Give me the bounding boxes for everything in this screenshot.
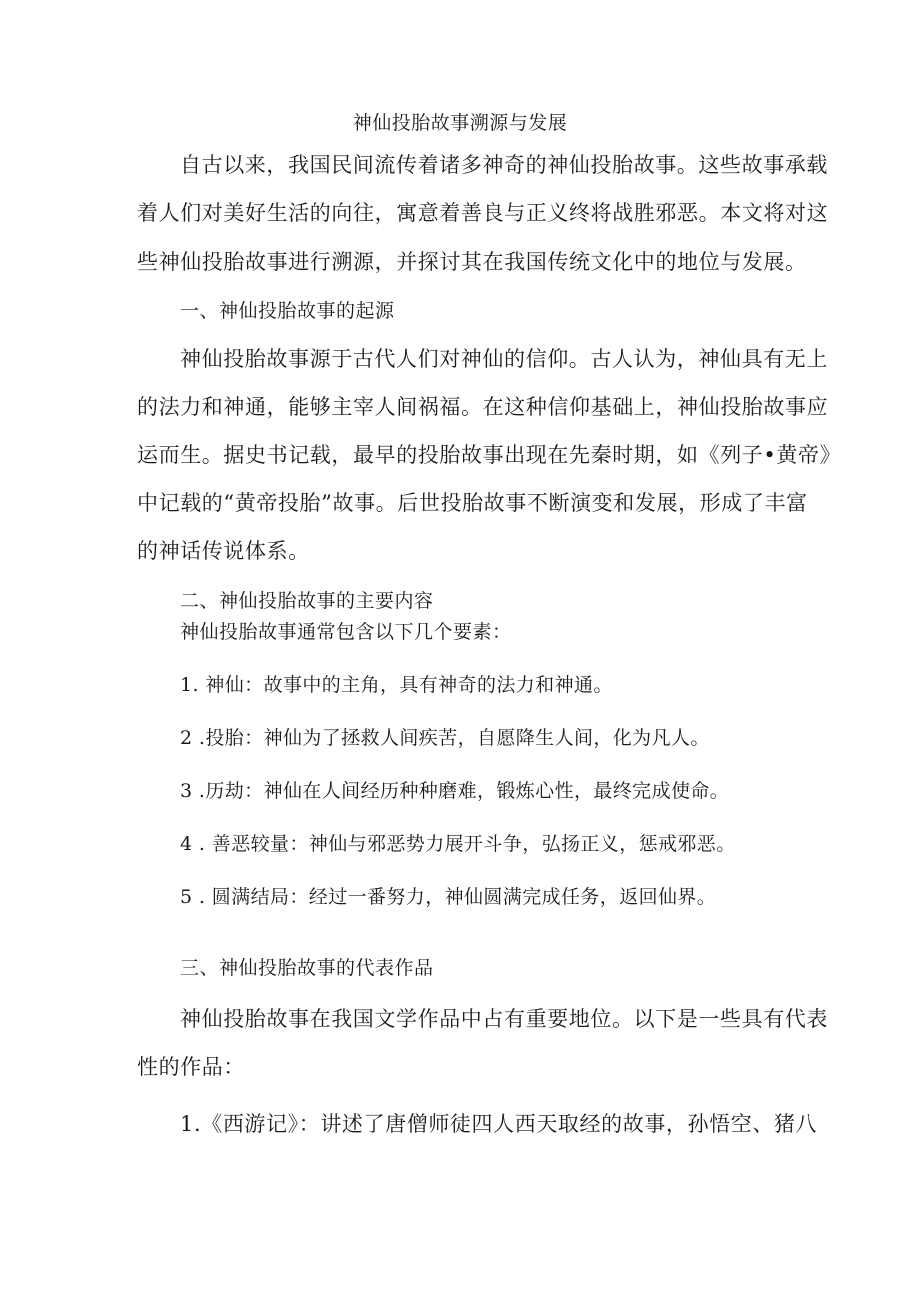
intro-line-1: 自古以来，我国民间流传着诸多神奇的神仙投胎故事。这些故事承载	[180, 153, 828, 177]
section-1-line-2: 的法力和神通，能够主宰人间祸福。在这种信仰基础上，神仙投胎故事应	[137, 395, 829, 419]
section-1-line-3: 运而生。据史书记载，最早的投胎故事出现在先秦时期，如《列子•黄帝》	[137, 443, 842, 467]
section-3-line-1: 神仙投胎故事在我国文学作品中占有重要地位。以下是一些具有代表	[180, 1007, 828, 1031]
intro-line-2: 着人们对美好生活的向往，寓意着善良与正义终将战胜邪恶。本文将对这	[137, 201, 829, 225]
section-2-item-3: 3 .历劫：神仙在人间经历种种磨难，锻炼心性，最终完成使命。	[180, 780, 730, 802]
section-3-heading: 三、神仙投胎故事的代表作品	[180, 957, 434, 979]
section-1-line-5: 的神话传说体系。	[137, 539, 310, 563]
section-3-item-1: 1.《西游记》：讲述了唐僧师徒四人西天取经的故事，孙悟空、猪八	[180, 1112, 818, 1136]
section-1-line-1: 神仙投胎故事源于古代人们对神仙的信仰。古人认为，神仙具有无上	[180, 347, 828, 371]
section-2-lead: 神仙投胎故事通常包含以下几个要素：	[180, 621, 512, 643]
section-1-heading: 一、神仙投胎故事的起源	[180, 300, 395, 322]
section-2-item-4: 4 . 善恶较量：神仙与邪恶势力展开斗争，弘扬正义，惩戒邪恶。	[180, 833, 736, 855]
document-title: 神仙投胎故事溯源与发展	[352, 112, 568, 134]
section-2-heading: 二、神仙投胎故事的主要内容	[180, 590, 434, 612]
section-3-line-2: 性的作品：	[137, 1055, 245, 1079]
intro-line-3: 些神仙投胎故事进行溯源，并探讨其在我国传统文化中的地位与发展。	[137, 250, 807, 274]
section-2-item-2: 2 .投胎：神仙为了拯救人间疾苦，自愿降生人间，化为凡人。	[180, 727, 710, 749]
section-1-line-4: 中记载的“黄帝投胎”故事。后世投胎故事不断演变和发展，形成了丰富	[137, 491, 808, 515]
section-2-item-5: 5 . 圆满结局：经过一番努力，神仙圆满完成任务，返回仙界。	[180, 886, 717, 908]
section-2-item-1: 1. 神仙：故事中的主角，具有神奇的法力和神通。	[180, 674, 613, 696]
